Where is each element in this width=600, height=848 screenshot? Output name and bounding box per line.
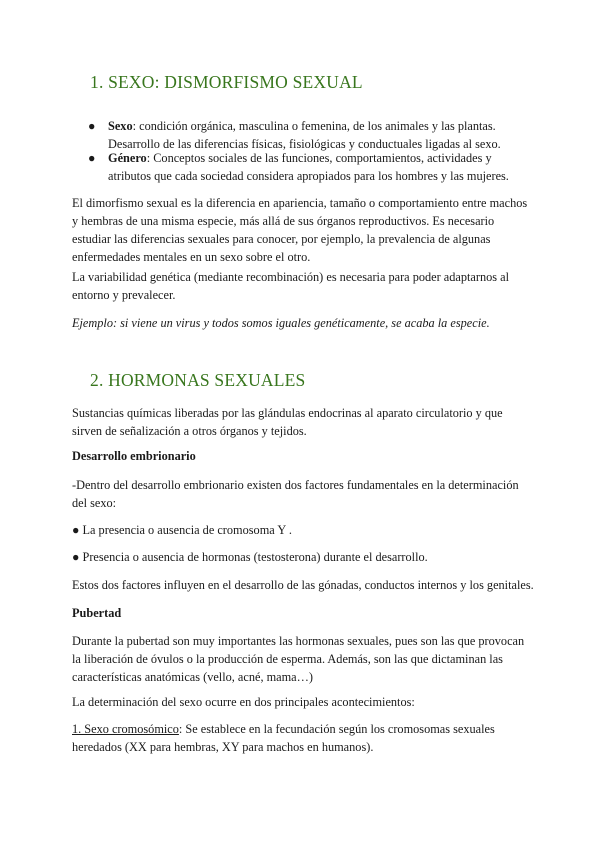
paragraph-factores: Estos dos factores influyen en el desarrollo de las gónadas, conductos internos y los genitales. [72, 578, 534, 592]
list-item: ● Sexo: condición orgánica, masculina o femenina, de los animales y las plantas. Desarrollo de las diferencias físicas, fisiológicas y conductuales ligadas al sexo. [108, 117, 548, 153]
factor-item-cromosoma: ● La presencia o ausencia de cromosoma Y . [72, 523, 292, 537]
paragraph-hormonas-intro: Sustancias químicas liberadas por las glándulas endocrinas al aparato circulatorio y que sirven de señalización a otros órganos y tejidos. [72, 406, 503, 438]
paragraph-pubertad: Durante la pubertad son muy importantes las hormonas sexuales, pues son las que provocan la liberación de óvulos o la producción de esperma. Además, son las que dictaminan las características anatómicas (vello, acné, mama…) [72, 634, 525, 684]
paragraph-determinacion: La determinación del sexo ocurre en dos principales acontecimientos: [72, 695, 415, 709]
paragraph-embrionario: -Dentro del desarrollo embrionario existen dos factores fundamentales en la determinación del sexo: [72, 478, 519, 510]
paragraph-dimorfismo: El dimorfismo sexual es la diferencia en apariencia, tamaño o comportamiento entre machos y hembras de una misma especie, más allá de sus órganos reproductivos. Es necesario estudiar las diferencias sexuales para conocer, por ejemplo, la prevalencia de algunas enfermedades mentales en un sexo sobre el otro. [72, 196, 528, 264]
definition-text: atributos que cada sociedad considera apropiados para los hombres y las mujeres. [108, 169, 509, 183]
subheading-desarrollo-embrionario: Desarrollo embrionario [72, 449, 196, 463]
subheading-pubertad: Pubertad [72, 606, 122, 620]
factor-item-hormonas: ● Presencia o ausencia de hormonas (testosterona) durante el desarrollo. [72, 550, 428, 564]
section-2-title: 2. HORMONAS SEXUALES [90, 370, 306, 390]
example-text: Ejemplo: si viene un virus y todos somos iguales genéticamente, se acaba la especie. [72, 316, 490, 330]
term-sexo: Sexo [108, 119, 133, 133]
list-item: ● Género: Conceptos sociales de las funciones, comportamientos, actividades y atributos que cada sociedad considera apropiados para los hombres y las mujeres. [108, 149, 548, 185]
bullet-icon: ● [88, 119, 96, 133]
term-genero: Género [108, 151, 147, 165]
section-1-title: 1. SEXO: DISMORFISMO SEXUAL [90, 72, 363, 92]
sexo-cromosomico-label: 1. Sexo cromosómico [72, 722, 179, 736]
definition-text: condición orgánica, masculina o femenina, de los animales y las plantas. [136, 119, 496, 133]
paragraph-variabilidad: La variabilidad genética (mediante recombinación) es necesaria para poder adaptarnos al entorno y prevalecer. [72, 270, 510, 302]
definition-text: Desarrollo de las diferencias físicas, fisiológicas y conductuales ligadas al sexo. [108, 137, 501, 151]
bullet-icon: ● [88, 151, 96, 165]
definition-text: Conceptos sociales de las funciones, comportamientos, actividades y [150, 151, 492, 165]
paragraph-sexo-cromosomico: 1. Sexo cromosómico: Se establece en la fecundación según los cromosomas sexuales heredados (XX para hembras, XY para machos en humanos). [72, 722, 495, 754]
